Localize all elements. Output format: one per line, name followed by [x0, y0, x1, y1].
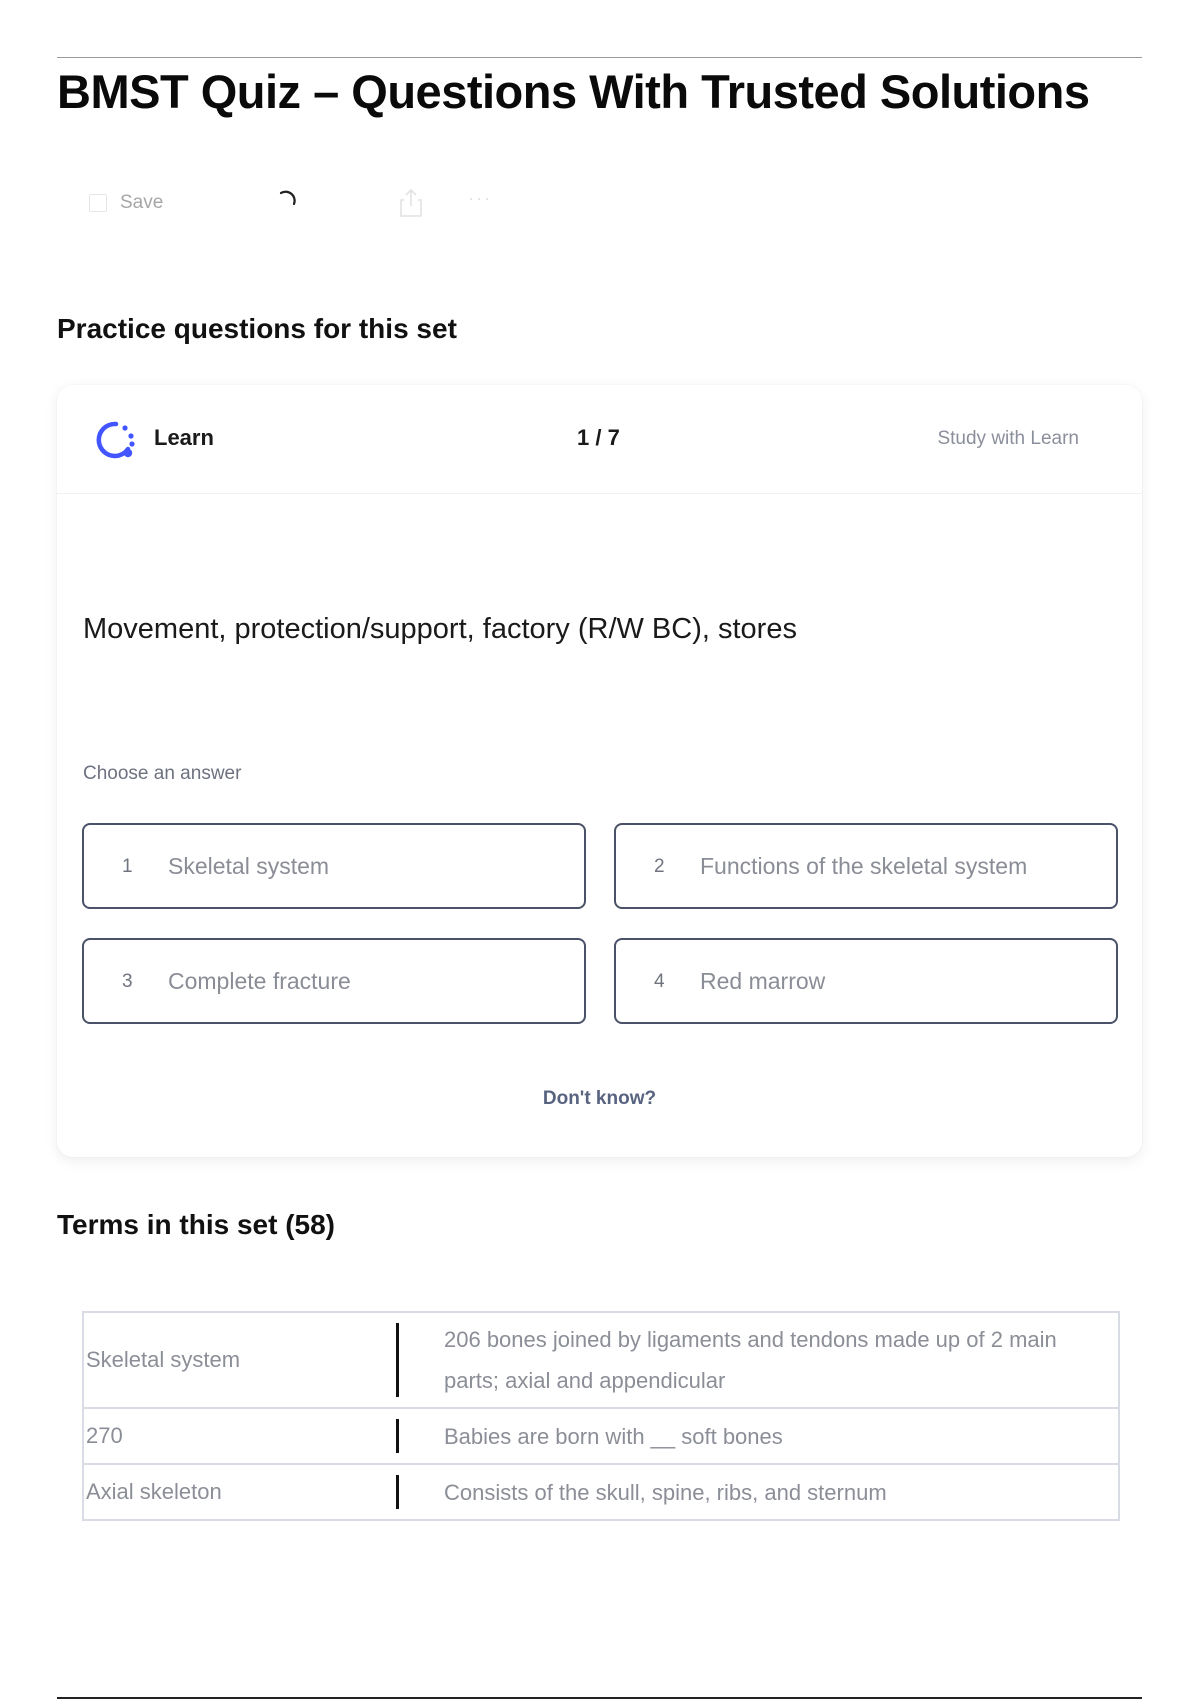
- definition-cell: Babies are born with __ soft bones: [396, 1408, 1119, 1464]
- answer-option-4[interactable]: [614, 938, 1118, 1024]
- more-options-icon[interactable]: ···: [468, 188, 492, 208]
- option-number: 4: [654, 971, 665, 992]
- bottom-divider: [57, 1697, 1142, 1699]
- option-number: 1: [122, 856, 133, 877]
- term-cell: Skeletal system: [83, 1312, 396, 1408]
- choose-answer-label: Choose an answer: [83, 763, 242, 784]
- dont-know-button[interactable]: Don't know?: [542, 1088, 657, 1109]
- table-row: [83, 1464, 1119, 1520]
- learn-practice-card: [57, 385, 1142, 1157]
- option-text: Functions of the skeletal system: [700, 853, 1028, 879]
- share-icon[interactable]: [399, 188, 423, 218]
- terms-heading: Terms in this set (58): [57, 1209, 336, 1240]
- learn-mode-icon: [95, 419, 137, 461]
- term-cell: Axial skeleton: [83, 1464, 396, 1520]
- practice-heading: Practice questions for this set: [57, 313, 457, 344]
- option-text: Red marrow: [700, 968, 826, 994]
- top-divider: [57, 57, 1142, 58]
- learn-card-header: [57, 385, 1142, 494]
- page-title: BMST Quiz – Questions With Trusted Solutions: [57, 65, 1090, 118]
- term-cell: 270: [83, 1408, 396, 1464]
- table-row: [83, 1408, 1119, 1464]
- question-progress: 1 / 7: [577, 425, 620, 450]
- table-row: [83, 1312, 1119, 1408]
- terms-table: [82, 1311, 1120, 1521]
- option-text: Skeletal system: [168, 853, 330, 879]
- save-label: Save: [120, 192, 164, 213]
- answer-option-3[interactable]: [82, 938, 586, 1024]
- study-with-learn-link[interactable]: Study with Learn: [937, 428, 1079, 449]
- option-number: 3: [122, 971, 133, 992]
- set-actions-toolbar: [84, 188, 534, 222]
- answer-option-2[interactable]: [614, 823, 1118, 909]
- loading-spinner-icon: [277, 188, 299, 210]
- save-checkbox-icon: [89, 194, 107, 212]
- question-prompt: Movement, protection/support, factory (R/W BC), stores: [83, 613, 797, 645]
- definition-cell: Consists of the skull, spine, ribs, and sternum: [396, 1464, 1119, 1520]
- learn-label: Learn: [154, 425, 214, 450]
- option-number: 2: [654, 856, 665, 877]
- answer-option-1[interactable]: [82, 823, 586, 909]
- option-text: Complete fracture: [168, 968, 351, 994]
- definition-cell: 206 bones joined by ligaments and tendons made up of 2 main parts; axial and appendicular: [396, 1312, 1119, 1408]
